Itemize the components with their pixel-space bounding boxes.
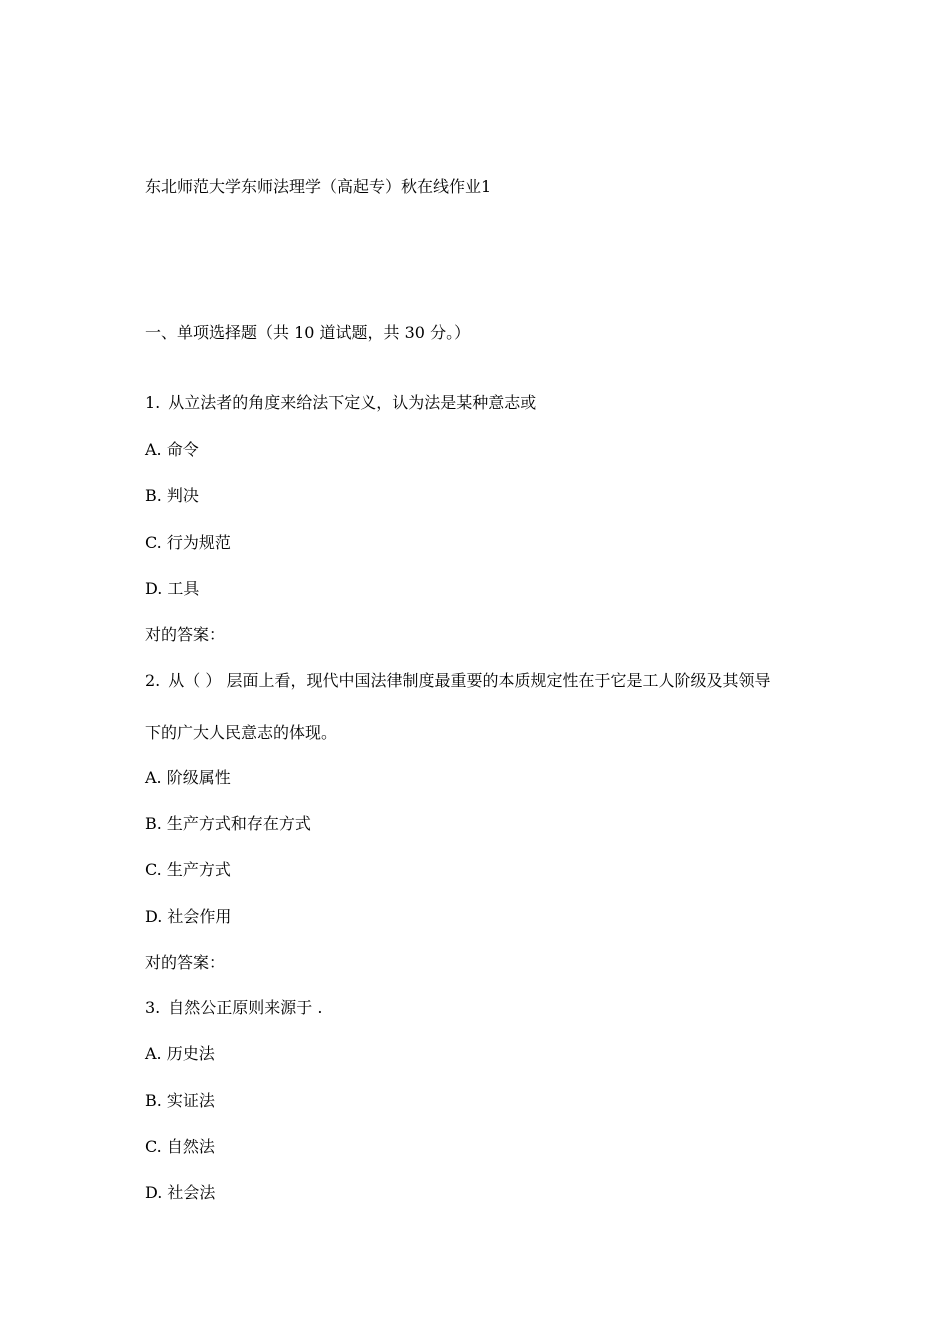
option-3b: B. 实证法	[145, 1091, 215, 1110]
question-2-continued: 下的广大人民意志的体现。	[145, 723, 338, 742]
question-text: 从立法者的角度来给法下定义，认为法是某种意志或	[168, 393, 537, 412]
section-heading: 一、单项选择题（共 10 道试题，共 30 分。）	[145, 323, 471, 342]
option-1b: B. 判决	[145, 486, 199, 505]
option-2a: A. 阶级属性	[145, 768, 231, 787]
option-3d: D. 社会法	[145, 1183, 216, 1202]
question-number: 1.	[145, 393, 161, 412]
question-2	[145, 670, 770, 692]
option-1a: A. 命令	[145, 440, 199, 459]
answer-label-2: 对的答案：	[145, 953, 226, 972]
question-number: 2.	[145, 671, 161, 690]
question-3	[145, 997, 322, 1019]
question-number: 3.	[145, 998, 161, 1017]
option-2c: C. 生产方式	[145, 860, 231, 879]
option-1c: C. 行为规范	[145, 533, 231, 552]
question-text: 从（ ） 层面上看，现代中国法律制度最重要的本质规定性在于它是工人阶级及其领导	[168, 671, 771, 690]
question-text: 自然公正原则来源于 .	[168, 998, 323, 1017]
option-3c: C. 自然法	[145, 1137, 215, 1156]
question-1	[145, 392, 536, 414]
document-title: 东北师范大学东师法理学（高起专）秋在线作业1	[145, 177, 492, 196]
option-2b: B. 生产方式和存在方式	[145, 814, 311, 833]
answer-label-1: 对的答案：	[145, 625, 226, 644]
option-3a: A. 历史法	[145, 1044, 215, 1063]
option-1d: D. 工具	[145, 579, 200, 598]
option-2d: D. 社会作用	[145, 907, 232, 926]
